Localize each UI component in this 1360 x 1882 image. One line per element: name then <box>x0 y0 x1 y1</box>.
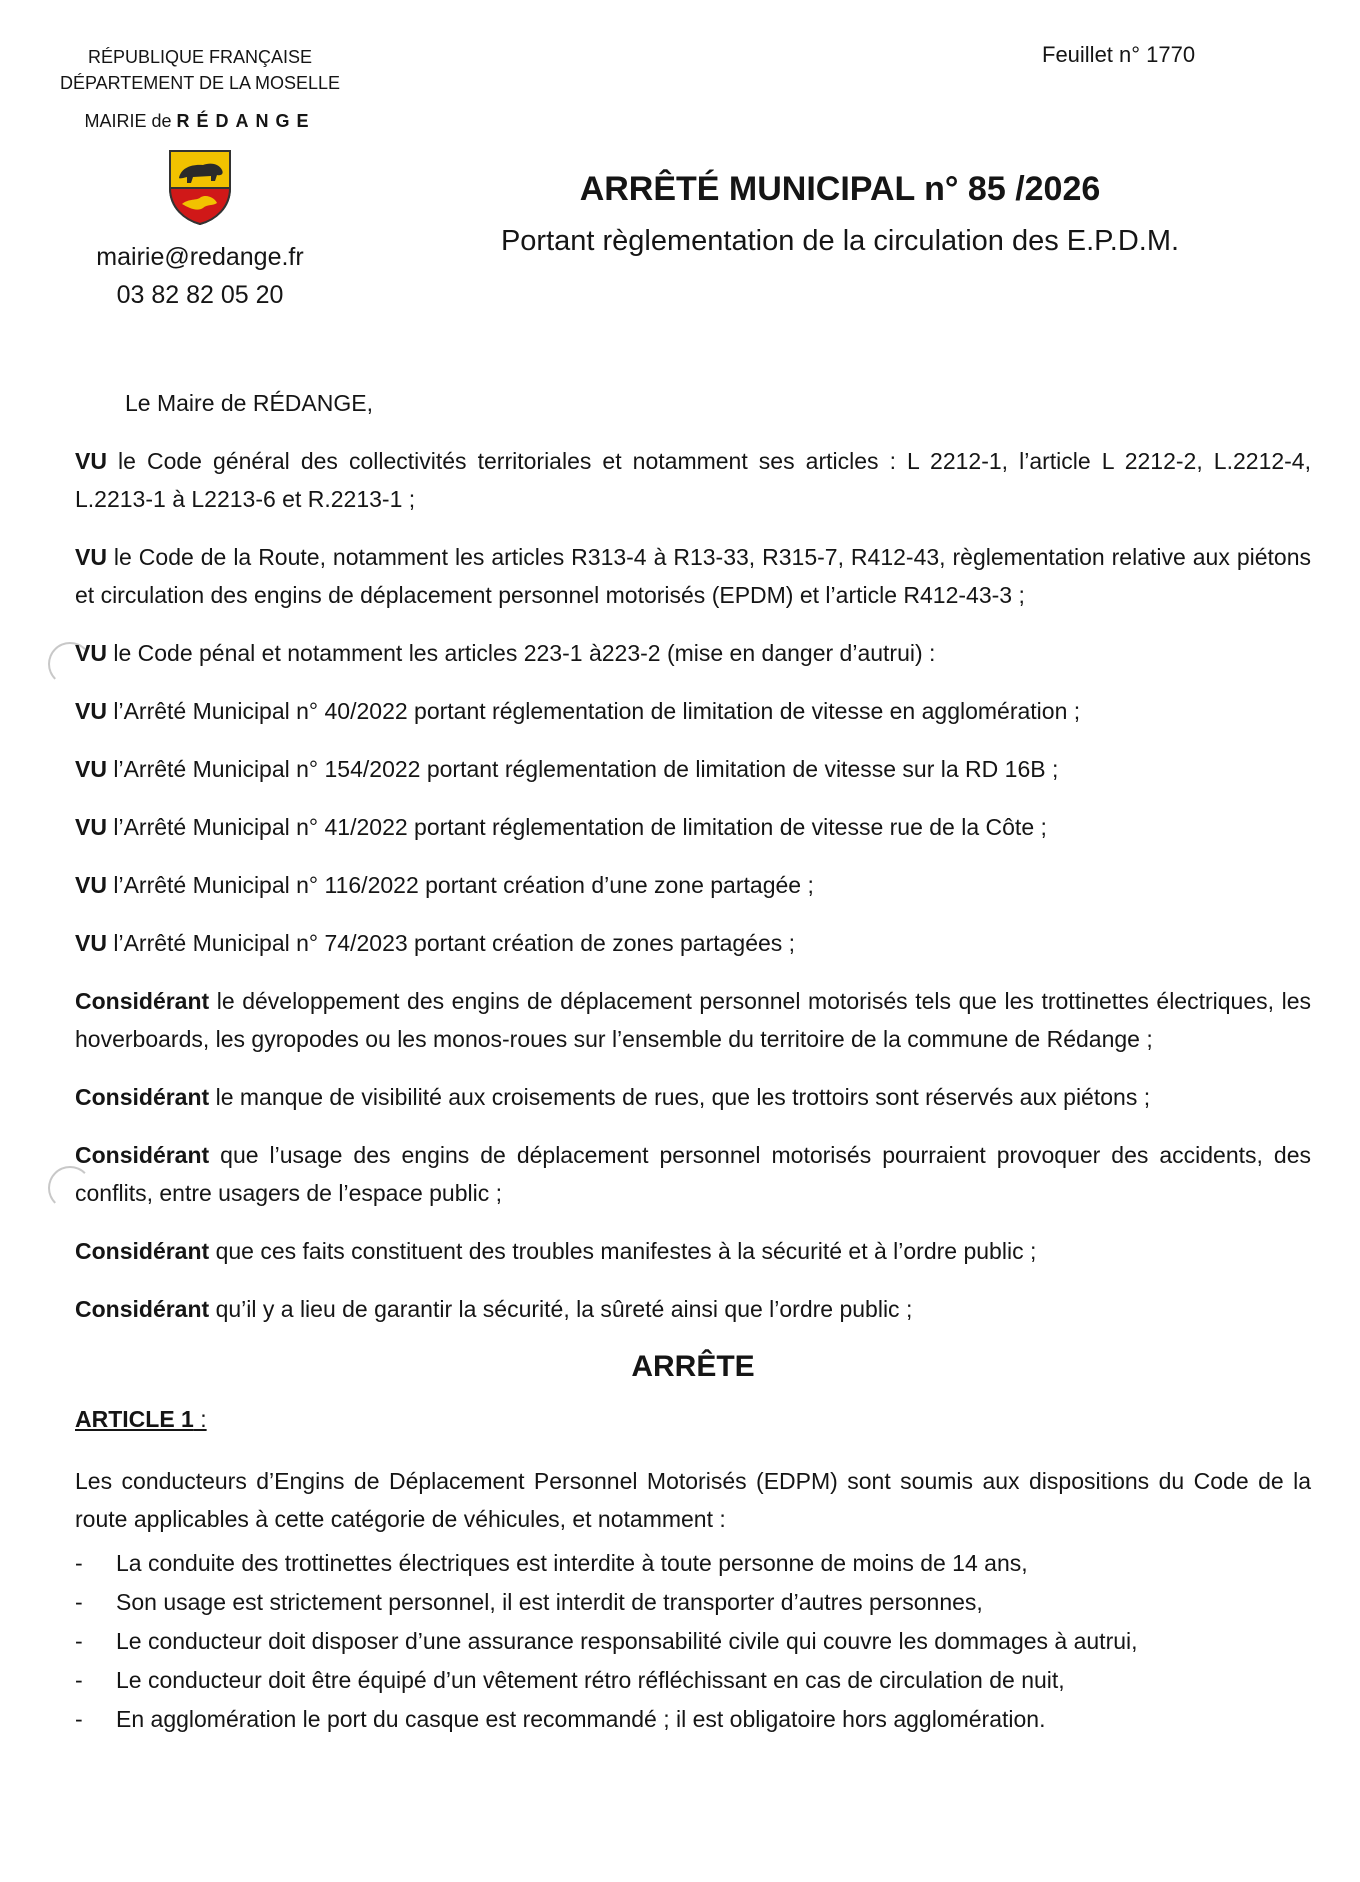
considerant-paragraph: Considérant le manque de visibilité aux croisements de rues, que les trottoirs sont réservés aux piétons ; <box>75 1084 1151 1110</box>
list-item: - En agglomération le port du casque est recommandé ; il est obligatoire hors agglomération. <box>75 1700 1311 1739</box>
list-item: - Son usage est strictement personnel, il est interdit de transporter d’autres personnes, <box>75 1583 1311 1622</box>
list-item: - Le conducteur doit être équipé d’un vêtement rétro réfléchissant en cas de circulation de nuit, <box>75 1661 1311 1700</box>
coat-of-arms-icon <box>167 148 233 226</box>
mairie-phone: 03 82 82 05 20 <box>116 281 284 309</box>
mairie-line <box>40 108 360 134</box>
mairie-name: RÉDANGE <box>176 111 316 131</box>
article-1-intro: Les conducteurs d’Engins de Déplacement Personnel Motorisés (EDPM) sont soumis aux dispositions du Code de la route applicables à cette catégorie de véhicules, et notamment : <box>75 1468 1311 1532</box>
article-1 <box>75 1400 1311 1739</box>
considerant-paragraph: Considérant que ces faits constituent des troubles manifestes à la sécurité et à l’ordre public ; <box>75 1238 1037 1264</box>
arrete-heading: ARRÊTE <box>631 1350 755 1383</box>
republic-line: RÉPUBLIQUE FRANÇAISE <box>87 47 313 67</box>
vu-paragraph: VU le Code pénal et notamment les articles 223-1 à223-2 (mise en danger d’autrui) : <box>75 640 936 666</box>
article-1-list <box>75 1544 1311 1739</box>
list-item: - Le conducteur doit disposer d’une assurance responsabilité civile qui couvre les dommages à autrui, <box>75 1622 1311 1661</box>
considerant-paragraph: Considérant qu’il y a lieu de garantir la sécurité, la sûreté ainsi que l’ordre public ; <box>75 1296 913 1322</box>
considerant-paragraph: Considérant le développement des engins de déplacement personnel motorisés tels que les trottinettes électriques, les hoverboards, les gyropodes ou les monos-roues sur l’ensemble du territoire de la commune de Rédange ; <box>75 988 1311 1052</box>
vu-list <box>75 442 1311 962</box>
decree-subtitle: Portant règlementation de la circulation des E.P.D.M. <box>500 225 1180 257</box>
vu-paragraph: VU l’Arrêté Municipal n° 154/2022 portant réglementation de limitation de vitesse sur la RD 16B ; <box>75 756 1059 782</box>
issuer-block <box>40 44 360 314</box>
list-item: - La conduite des trottinettes électriques est interdite à toute personne de moins de 14 ans, <box>75 1544 1311 1583</box>
vu-paragraph: VU l’Arrêté Municipal n° 74/2023 portant création de zones partagées ; <box>75 930 796 956</box>
decree-title-block <box>440 170 1240 258</box>
considerant-paragraph: Considérant que l’usage des engins de déplacement personnel motorisés pourraient provoquer des accidents, des conflits, entre usagers de l’espace public ; <box>75 1142 1311 1206</box>
mairie-prefix: MAIRIE de <box>84 111 172 131</box>
decree-body <box>75 384 1311 1739</box>
vu-paragraph: VU l’Arrêté Municipal n° 41/2022 portant réglementation de limitation de vitesse rue de la Côte ; <box>75 814 1047 840</box>
vu-paragraph: VU l’Arrêté Municipal n° 116/2022 portant création d’une zone partagée ; <box>75 872 814 898</box>
vu-paragraph: VU le Code général des collectivités territoriales et notamment ses articles : L 2212-1, l’article L 2212-2, L.2212-4, L.2213-1 à L2213-6 et R.2213-1 ; <box>75 448 1311 512</box>
considerant-list <box>75 982 1311 1328</box>
decree-title: ARRÊTÉ MUNICIPAL n° 85 /2026 <box>579 170 1101 208</box>
department-line: DÉPARTEMENT DE LA MOSELLE <box>59 73 341 93</box>
article-1-heading: ARTICLE 1 : <box>75 1406 207 1432</box>
vu-paragraph: VU le Code de la Route, notamment les articles R313-4 à R13-33, R315-7, R412-43, règlementation relative aux piétons et circulation des engins de déplacement personnel motorisés (EPDM) et l’article R412-43-3 ; <box>75 544 1311 608</box>
sheet-number: Feuillet n° 1770 <box>1042 42 1196 67</box>
mayor-intro: Le Maire de RÉDANGE, <box>125 390 373 416</box>
vu-paragraph: VU l’Arrêté Municipal n° 40/2022 portant réglementation de limitation de vitesse en agglomération ; <box>75 698 1081 724</box>
mairie-email: mairie@redange.fr <box>96 243 304 271</box>
